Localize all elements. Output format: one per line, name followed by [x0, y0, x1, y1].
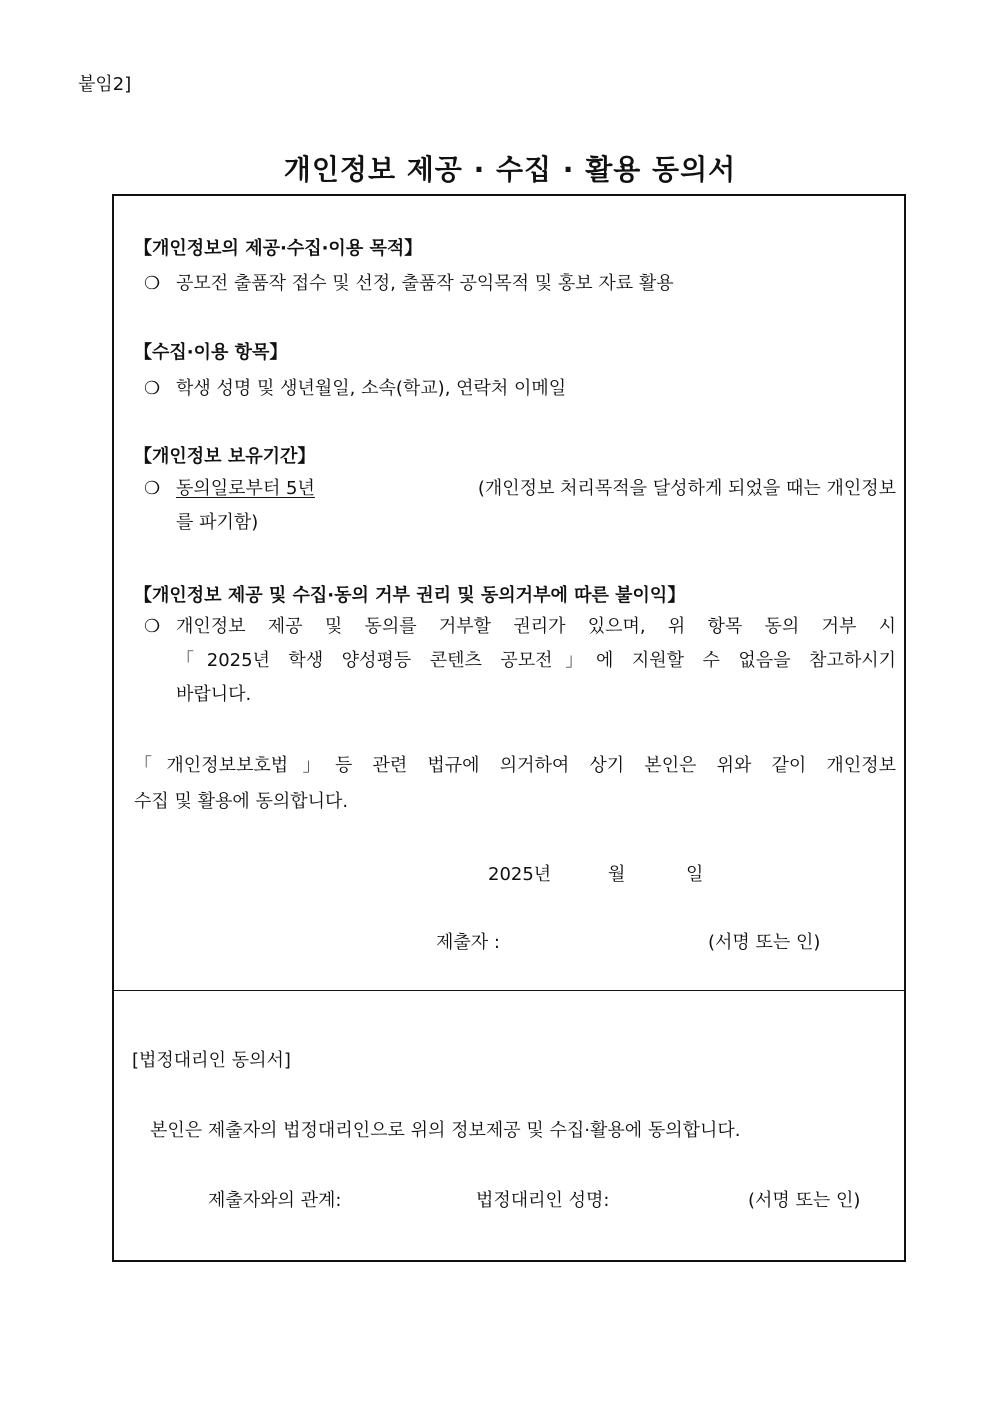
guardian-signature: (서명 또는 인)	[748, 1190, 861, 1211]
attachment-label: 붙임2]	[78, 74, 132, 95]
items-heading: 【수집·이용 항목】	[134, 342, 288, 363]
date-month: 월	[608, 864, 626, 885]
consent-form-box	[112, 194, 906, 1262]
guardian-relation-label: 제출자와의 관계:	[208, 1190, 342, 1211]
bullet-circle-icon: ❍	[144, 616, 161, 637]
items-item	[144, 374, 566, 400]
refusal-line1: 개인정보 제공 및 동의를 거부할 권리가 있으며, 위 항목 동의 거부 시	[176, 616, 896, 637]
section-divider	[114, 990, 904, 991]
items-text: 학생 성명 및 생년월일, 소속(학교), 연락처 이메일	[176, 378, 567, 399]
retention-highlight: 동의일로부터 5년	[176, 478, 315, 499]
refusal-line3: 바랍니다.	[176, 684, 252, 705]
bullet-circle-icon: ❍	[144, 378, 161, 399]
retention-text-line1: (개인정보 처리목적을 달성하게 되었을 때는 개인정보	[477, 478, 896, 499]
consent-line1: 「개인정보보호법」등 관련 법규에 의거하여 상기 본인은 위와 같이 개인정보	[134, 755, 896, 776]
submitter-label: 제출자 :	[436, 932, 500, 953]
date-day: 일	[686, 864, 704, 885]
bullet-circle-icon: ❍	[144, 478, 161, 499]
consent-line2: 수집 및 활용에 동의합니다.	[134, 791, 349, 812]
consent-statement	[134, 748, 896, 820]
guardian-heading: [법정대리인 동의서]	[132, 1050, 291, 1071]
retention-item	[144, 472, 896, 540]
bullet-circle-icon: ❍	[144, 273, 161, 294]
refusal-line2: 「2025년 학생 양성평등 콘텐츠 공모전」에 지원할 수 없음을 참고하시기	[176, 650, 896, 671]
refusal-item	[144, 610, 896, 712]
retention-text-line2: 를 파기함)	[176, 512, 259, 533]
purpose-item	[144, 269, 674, 295]
purpose-text: 공모전 출품작 접수 및 선정, 출품작 공익목적 및 홍보 자료 활용	[176, 273, 674, 294]
refusal-heading: 【개인정보 제공 및 수집·동의 거부 권리 및 동의거부에 따른 불이익】	[134, 585, 686, 606]
submitter-signature: (서명 또는 인)	[708, 932, 821, 953]
guardian-name-label: 법정대리인 성명:	[476, 1190, 610, 1211]
document-title: 개인정보 제공 · 수집 · 활용 동의서	[283, 153, 737, 186]
retention-heading: 【개인정보 보유기간】	[134, 446, 316, 467]
guardian-statement: 본인은 제출자의 법정대리인으로 위의 정보제공 및 수집·활용에 동의합니다.	[150, 1120, 741, 1141]
date-year: 2025년	[488, 864, 552, 885]
purpose-heading: 【개인정보의 제공·수집·이용 목적】	[134, 238, 423, 259]
